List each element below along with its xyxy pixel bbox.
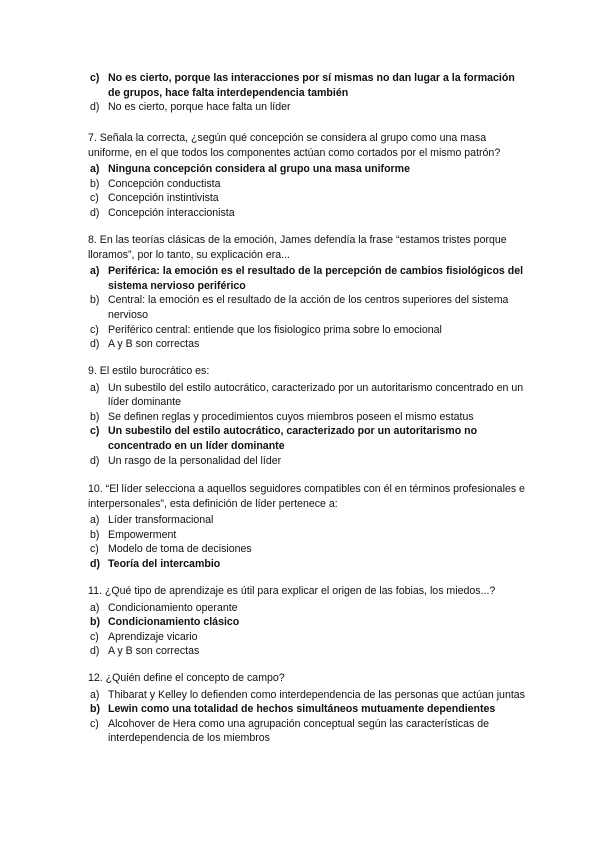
option-text: Teoría del intercambio — [108, 557, 221, 570]
option-text: A y B son correctas — [108, 338, 200, 351]
option-b — [88, 528, 528, 543]
options-list — [88, 162, 528, 220]
option-letter: c) — [90, 630, 99, 643]
option-a — [88, 381, 528, 410]
option-text: Alcohover de Hera como una agrupación conceptual según las características de interdependencia de los miembros — [108, 717, 490, 745]
option-letter: c) — [90, 425, 100, 438]
option-text: Concepción conductista — [108, 177, 221, 190]
option-letter: a) — [90, 265, 100, 278]
option-text: Se definen reglas y procedimientos cuyos miembros poseen el mismo estatus — [108, 410, 474, 423]
option-b — [88, 410, 528, 425]
option-c — [88, 71, 528, 100]
option-text: Thibarat y Kelley lo defienden como interdependencia de las personas que actúan juntas — [108, 688, 525, 701]
option-text: Modelo de toma de decisiones — [108, 543, 252, 556]
option-text: Lewin como una totalidad de hechos simultáneos mutuamente dependientes — [108, 703, 496, 716]
option-letter: b) — [90, 528, 100, 541]
option-b — [88, 702, 528, 717]
option-d — [88, 557, 528, 572]
option-text: Líder transformacional — [108, 514, 214, 527]
option-a — [88, 264, 528, 293]
option-c — [88, 424, 528, 453]
option-c — [88, 717, 528, 746]
option-b — [88, 177, 528, 192]
option-letter: c) — [90, 323, 99, 336]
option-letter: d) — [90, 338, 100, 351]
option-letter: a) — [90, 601, 100, 614]
option-d — [88, 206, 528, 221]
question-text: 12. ¿Quién define el concepto de campo? — [88, 672, 285, 684]
option-text: Aprendizaje vicario — [108, 630, 198, 643]
question-8 — [88, 233, 528, 352]
option-letter: c) — [90, 543, 99, 556]
option-text: Periférica: la emoción es el resultado de la percepción de cambios fisiológicos del sistema nervioso periférico — [108, 265, 524, 292]
option-letter: d) — [90, 645, 100, 658]
options-list — [88, 264, 528, 352]
option-text: Concepción instintivista — [108, 192, 219, 205]
option-text: No es cierto, porque hace falta un líder — [108, 101, 291, 114]
option-text: Condicionamiento clásico — [108, 616, 240, 629]
option-b — [88, 293, 528, 322]
question-text: 9. El estilo burocrático es: — [88, 365, 210, 377]
option-a — [88, 162, 528, 177]
option-letter: b) — [90, 410, 100, 423]
option-text: No es cierto, porque las interacciones por sí mismas no dan lugar a la formación de grupos, hace falta interdependencia también — [108, 72, 515, 99]
options-list — [88, 71, 528, 115]
option-letter: c) — [90, 72, 100, 84]
option-text: Central: la emoción es el resultado de la acción de los centros superiores del sistema nervioso — [108, 294, 509, 321]
option-letter: d) — [90, 101, 100, 114]
option-letter: b) — [90, 616, 100, 629]
question-7 — [88, 131, 528, 221]
option-letter: a) — [90, 163, 100, 176]
option-d — [88, 644, 528, 659]
option-text: Concepción interaccionista — [108, 206, 235, 219]
option-text: Un subestilo del estilo autocrático, caracterizado por un autoritarismo no concentrado en un líder dominante — [108, 425, 478, 452]
option-letter: b) — [90, 177, 100, 190]
option-letter: d) — [90, 454, 100, 467]
option-text: Un rasgo de la personalidad del líder — [108, 454, 282, 467]
question-text: 7. Señala la correcta, ¿según qué concepción se considera al grupo como una masa uniforme, en el que todos los componentes actúan como cortados por el mismo patrón? — [88, 132, 501, 159]
option-text: A y B son correctas — [108, 645, 200, 658]
option-letter: a) — [90, 381, 100, 394]
option-text: Un subestilo del estilo autocrático, caracterizado por un autoritarismo concentrado en un líder dominante — [108, 381, 524, 409]
option-b — [88, 615, 528, 630]
option-text: Periférico central: entiende que los fisiologico prima sobre lo emocional — [108, 323, 442, 336]
option-a — [88, 601, 528, 616]
question-11 — [88, 584, 528, 659]
option-letter: a) — [90, 514, 100, 527]
question-10 — [88, 482, 528, 572]
option-letter: d) — [90, 206, 100, 219]
option-d — [88, 337, 528, 352]
options-list — [88, 381, 528, 469]
option-letter: c) — [90, 717, 99, 730]
option-c — [88, 191, 528, 206]
question-text: 8. En las teorías clásicas de la emoción, James defendía la frase “estamos tristes porque lloramos”, por lo tanto, su explicación era... — [88, 234, 507, 261]
question-6-continuation — [88, 71, 528, 115]
option-letter: b) — [90, 703, 100, 716]
option-letter: c) — [90, 192, 99, 205]
question-text: 11. ¿Qué tipo de aprendizaje es útil para explicar el origen de las fobias, los miedos...? — [88, 585, 496, 597]
option-c — [88, 323, 528, 338]
option-letter: b) — [90, 294, 100, 307]
option-letter: d) — [90, 557, 100, 570]
option-c — [88, 630, 528, 645]
question-12 — [88, 671, 528, 746]
option-letter: a) — [90, 688, 100, 701]
question-9 — [88, 364, 528, 468]
option-text: Condicionamiento operante — [108, 601, 238, 614]
option-text: Ninguna concepción considera al grupo una masa uniforme — [108, 163, 410, 176]
options-list — [88, 688, 528, 746]
option-text: Empowerment — [108, 528, 177, 541]
question-text: 10. “El líder selecciona a aquellos seguidores compatibles con él en términos profesionales e interpersonales”, esta definición de líder pertenece a: — [88, 483, 525, 510]
options-list — [88, 601, 528, 659]
options-list — [88, 513, 528, 571]
option-a — [88, 688, 528, 703]
option-a — [88, 513, 528, 528]
option-d — [88, 454, 528, 469]
option-d — [88, 100, 528, 115]
option-c — [88, 542, 528, 557]
